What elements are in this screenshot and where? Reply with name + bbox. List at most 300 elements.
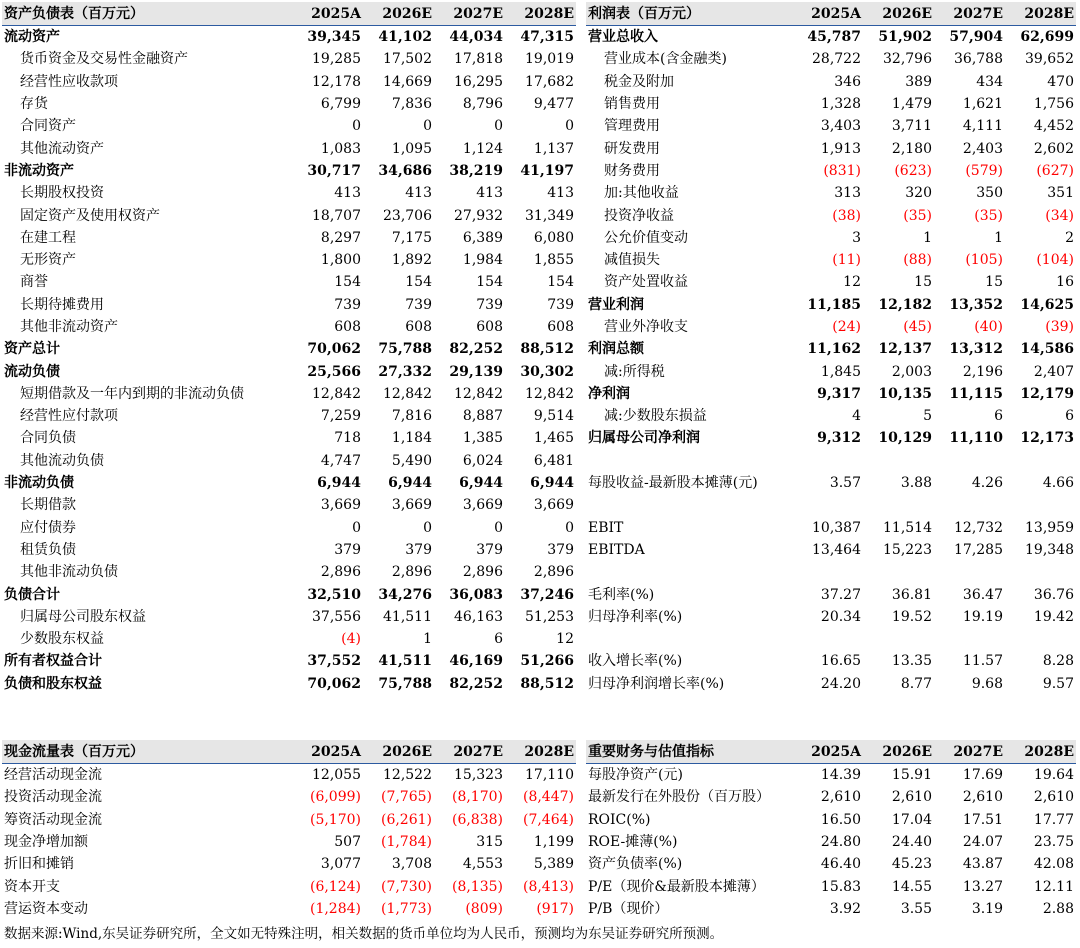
value-cell: 11,514 (883, 519, 932, 536)
value-cell: 17.69 (962, 767, 1003, 784)
table-row (2, 249, 576, 271)
value-cell (1005, 628, 1076, 650)
value-cell: 4 (852, 408, 861, 425)
table-row (586, 227, 1076, 249)
value-cell: 413 (476, 185, 503, 202)
value-cell: 4,747 (320, 452, 361, 469)
value-cell: (7,464) (522, 811, 574, 828)
value-cell: (8,170) (451, 789, 503, 806)
valuation-metrics-table (586, 740, 1076, 920)
value-cell: (105) (965, 252, 1003, 269)
value-cell: 7,175 (391, 229, 432, 246)
year-header: 2028E (1005, 740, 1076, 764)
value-cell: 718 (334, 430, 361, 447)
table-row (2, 539, 576, 561)
value-cell: 75,788 (378, 341, 432, 358)
value-cell (934, 628, 1005, 650)
value-cell: 3.57 (829, 475, 861, 492)
table-row (2, 360, 576, 382)
value-cell (863, 450, 934, 472)
value-cell: (8,413) (522, 878, 574, 895)
value-cell: 6,944 (530, 475, 574, 492)
row-label: 其他流动资产 (20, 140, 104, 157)
value-cell: 32,796 (883, 51, 932, 68)
value-cell: 608 (476, 319, 503, 335)
value-cell: 4.26 (971, 475, 1003, 492)
value-cell: 739 (476, 296, 503, 313)
table-row (2, 338, 576, 360)
table-row (586, 517, 1076, 539)
row-label: 营业利润 (588, 296, 644, 313)
cash-flow-header (2, 740, 576, 764)
value-cell: 5,389 (533, 856, 574, 873)
value-cell: 389 (905, 73, 932, 90)
value-cell: (35) (974, 207, 1003, 224)
value-cell: 0 (565, 519, 574, 536)
table-row (2, 316, 576, 338)
value-cell: 51,902 (878, 29, 932, 46)
value-cell: 2,896 (320, 564, 361, 581)
value-cell: 8,796 (462, 96, 503, 113)
value-cell: 19,285 (312, 51, 361, 68)
value-cell: 12,173 (1020, 430, 1074, 447)
value-cell: 3,403 (820, 118, 861, 135)
table-row (586, 271, 1076, 293)
value-cell: (88) (903, 252, 932, 269)
value-cell: 46,169 (449, 653, 503, 670)
value-cell: 82,252 (449, 341, 503, 358)
table-row (586, 360, 1076, 382)
table-row (586, 182, 1076, 204)
value-cell: 379 (476, 541, 503, 558)
row-label: 税金及附加 (604, 73, 674, 90)
table-row (2, 427, 576, 449)
row-label (586, 628, 792, 650)
row-label: 销售费用 (604, 96, 660, 113)
table-row (586, 898, 1076, 920)
table-row (2, 583, 576, 605)
row-label: 财务费用 (604, 162, 660, 179)
value-cell: 19.19 (962, 608, 1003, 625)
value-cell: (35) (903, 207, 932, 224)
value-cell: 12 (843, 274, 861, 291)
value-cell: 41,197 (520, 162, 574, 179)
value-cell: (809) (465, 900, 503, 917)
value-cell (934, 494, 1005, 516)
income-statement-header (586, 2, 1076, 26)
value-cell: 0 (494, 118, 503, 135)
value-cell: 19.42 (1033, 608, 1074, 625)
value-cell: (45) (903, 319, 932, 335)
row-label: 长期待摊费用 (20, 296, 104, 313)
row-label: 经营性应收款项 (20, 73, 118, 90)
row-label: 负债合计 (4, 586, 60, 603)
table-row (586, 606, 1076, 628)
row-label: 投资净收益 (604, 207, 674, 224)
row-label: EBITDA (588, 541, 645, 558)
value-cell: 2,003 (891, 363, 932, 380)
value-cell: 37.27 (820, 586, 861, 603)
value-cell: 17.77 (1033, 811, 1074, 828)
table-row (586, 160, 1076, 182)
value-cell: 608 (405, 319, 432, 335)
value-cell: 2,196 (962, 363, 1003, 380)
table-row (586, 673, 1076, 695)
table-row (2, 517, 576, 539)
table-row (586, 628, 1076, 650)
value-cell: 12,842 (454, 385, 503, 402)
value-cell: 6,024 (462, 452, 503, 469)
year-header: 2026E (363, 2, 434, 26)
value-cell: 413 (334, 185, 361, 202)
value-cell: 44,034 (449, 29, 503, 46)
value-cell: 46.40 (820, 856, 861, 873)
row-label: 收入增长率(%) (588, 653, 683, 670)
value-cell: (40) (974, 319, 1003, 335)
value-cell (1005, 450, 1076, 472)
value-cell: 6,799 (320, 96, 361, 113)
value-cell: (6,124) (309, 878, 361, 895)
row-label: 货币资金及交易性金融资产 (20, 51, 188, 68)
value-cell: 30,302 (520, 363, 574, 380)
value-cell: 15.83 (820, 878, 861, 895)
value-cell: (11) (832, 252, 861, 269)
table-row (586, 853, 1076, 875)
value-cell: (34) (1045, 207, 1074, 224)
value-cell: 608 (547, 319, 574, 335)
value-cell: 19.64 (1033, 767, 1074, 784)
value-cell: 4,452 (1033, 118, 1074, 135)
source-footnote: 数据来源:Wind,东吴证券研究所，全文如无特殊注明，相关数据的货币单位均为人民币，预测均为东吴证券研究所预测。 (4, 926, 724, 942)
value-cell: 350 (976, 185, 1003, 202)
value-cell: 2,896 (533, 564, 574, 581)
table-row (586, 71, 1076, 93)
value-cell: (1,773) (380, 900, 432, 917)
value-cell: 14,669 (383, 73, 432, 90)
value-cell: 30,717 (307, 162, 361, 179)
value-cell: 7,259 (320, 408, 361, 425)
table-row (586, 494, 1076, 516)
table-row (586, 472, 1076, 494)
value-cell: 413 (547, 185, 574, 202)
table-row (586, 539, 1076, 561)
value-cell: 11,162 (807, 341, 861, 358)
value-cell: 12,179 (1020, 385, 1074, 402)
value-cell: 6,080 (533, 229, 574, 246)
value-cell: 9.68 (971, 675, 1003, 692)
row-label: 固定资产及使用权资产 (20, 207, 160, 224)
row-label: 加:其他收益 (604, 185, 679, 202)
value-cell: 1,385 (462, 430, 503, 447)
value-cell: 12.11 (1033, 878, 1074, 895)
value-cell: 20.34 (820, 608, 861, 625)
value-cell: 6 (994, 408, 1003, 425)
value-cell: 6,944 (388, 475, 432, 492)
value-cell: 14,586 (1020, 341, 1074, 358)
table-row (2, 227, 576, 249)
row-label: 每股净资产(元) (588, 767, 683, 784)
row-label: 其他非流动负债 (20, 564, 118, 581)
value-cell: 37,246 (520, 586, 574, 603)
value-cell: 36,788 (954, 51, 1003, 68)
row-label (586, 561, 792, 583)
cash-flow-title: 现金流量表（百万元） (2, 740, 292, 764)
value-cell: 3,669 (391, 497, 432, 514)
value-cell: (6,261) (380, 811, 432, 828)
value-cell: 9.57 (1042, 675, 1074, 692)
value-cell: 1,328 (820, 96, 861, 113)
table-row (2, 853, 576, 875)
row-label: 利润总额 (588, 341, 644, 358)
table-row (2, 71, 576, 93)
row-label: 其他流动负债 (20, 452, 104, 469)
row-label: 研发费用 (604, 140, 660, 157)
row-label: 投资活动现金流 (4, 789, 102, 806)
value-cell (863, 628, 934, 650)
value-cell: 37,552 (307, 653, 361, 670)
value-cell: 17.04 (891, 811, 932, 828)
year-header: 2027E (434, 740, 505, 764)
value-cell: 154 (405, 274, 432, 291)
row-label: 营运资本变动 (4, 900, 88, 917)
value-cell: 1,479 (891, 96, 932, 113)
table-row (2, 561, 576, 583)
value-cell: 16.50 (820, 811, 861, 828)
value-cell: 1,465 (533, 430, 574, 447)
value-cell: 19,348 (1025, 541, 1074, 558)
row-label: 所有者权益合计 (4, 653, 102, 670)
table-row (2, 786, 576, 808)
year-header: 2026E (863, 740, 934, 764)
value-cell: 12,842 (525, 385, 574, 402)
value-cell: 10,387 (812, 519, 861, 536)
value-cell: 15 (985, 274, 1003, 291)
value-cell: 379 (547, 541, 574, 558)
value-cell: 6,944 (317, 475, 361, 492)
value-cell: 45,787 (807, 29, 861, 46)
table-row (586, 786, 1076, 808)
value-cell: (627) (1036, 162, 1074, 179)
table-row (586, 875, 1076, 897)
year-header: 2025A (292, 2, 363, 26)
table-row (586, 137, 1076, 159)
row-label: 应付债券 (20, 519, 76, 536)
table-row (586, 48, 1076, 70)
income-statement-title: 利润表（百万元） (586, 2, 792, 26)
value-cell: (579) (965, 162, 1003, 179)
value-cell: 41,102 (378, 29, 432, 46)
value-cell: 25,566 (307, 363, 361, 380)
value-cell: 1,892 (391, 252, 432, 269)
row-label: 资本开支 (4, 878, 60, 895)
value-cell: 320 (905, 185, 932, 202)
value-cell: 19,019 (525, 51, 574, 68)
value-cell: 31,349 (525, 207, 574, 224)
row-label: 流动负债 (4, 363, 60, 380)
table-row (586, 26, 1076, 49)
value-cell: 70,062 (307, 675, 361, 692)
value-cell: 7,836 (391, 96, 432, 113)
value-cell: 14.55 (891, 878, 932, 895)
value-cell: 2,403 (962, 140, 1003, 157)
row-label (586, 450, 792, 472)
value-cell (792, 494, 863, 516)
value-cell: 5 (923, 408, 932, 425)
row-label: 非流动资产 (4, 162, 74, 179)
value-cell: 24.80 (820, 834, 861, 851)
row-label: 资产总计 (4, 341, 60, 358)
value-cell: 1,855 (533, 252, 574, 269)
table-row (586, 561, 1076, 583)
value-cell: 43.87 (962, 856, 1003, 873)
value-cell: (5,170) (309, 811, 361, 828)
value-cell: 12,055 (312, 767, 361, 784)
value-cell: 46,163 (454, 608, 503, 625)
value-cell: 41,511 (383, 608, 432, 625)
row-label: 毛利率(%) (588, 586, 655, 603)
table-row (2, 764, 576, 787)
value-cell (792, 450, 863, 472)
value-cell: 11,110 (949, 430, 1003, 447)
value-cell: 154 (547, 274, 574, 291)
value-cell: 9,312 (817, 430, 861, 447)
value-cell: 14.39 (820, 767, 861, 784)
value-cell (934, 450, 1005, 472)
value-cell: (38) (832, 207, 861, 224)
value-cell: 19.52 (891, 608, 932, 625)
table-row (2, 271, 576, 293)
year-header: 2025A (792, 740, 863, 764)
value-cell: 7,816 (391, 408, 432, 425)
value-cell (863, 494, 934, 516)
value-cell: 739 (334, 296, 361, 313)
table-row (2, 494, 576, 516)
value-cell: 57,904 (949, 29, 1003, 46)
balance-sheet-header (2, 2, 576, 26)
value-cell: 2,602 (1033, 140, 1074, 157)
table-row (2, 26, 576, 49)
value-cell: 1,083 (320, 140, 361, 157)
table-row (586, 583, 1076, 605)
value-cell: 10,135 (878, 385, 932, 402)
row-label: 筹资活动现金流 (4, 811, 102, 828)
value-cell: 739 (405, 296, 432, 313)
value-cell: 42.08 (1033, 856, 1074, 873)
value-cell: 2,407 (1033, 363, 1074, 380)
value-cell: 2.88 (1042, 900, 1074, 917)
table-row (586, 450, 1076, 472)
value-cell: 51,266 (520, 653, 574, 670)
value-cell: 12,182 (878, 296, 932, 313)
value-cell: 2,610 (962, 789, 1003, 806)
value-cell: 15.91 (891, 767, 932, 784)
value-cell: (7,765) (380, 789, 432, 806)
table-row (586, 809, 1076, 831)
income-statement-table (586, 2, 1076, 695)
value-cell: 1,137 (533, 140, 574, 157)
value-cell: 16.65 (820, 653, 861, 670)
value-cell: 9,477 (533, 96, 574, 113)
year-header: 2025A (292, 740, 363, 764)
value-cell: 16 (1056, 274, 1074, 291)
row-label: EBIT (588, 519, 624, 536)
value-cell: 6 (1065, 408, 1074, 425)
row-label: 存货 (20, 96, 48, 113)
value-cell: 39,652 (1025, 51, 1074, 68)
cash-flow-table (2, 740, 576, 920)
value-cell: 28,722 (812, 51, 861, 68)
row-label: 无形资产 (20, 252, 76, 269)
table-row (586, 93, 1076, 115)
value-cell: 2 (1065, 229, 1074, 246)
table-row (2, 875, 576, 897)
value-cell: 2,896 (391, 564, 432, 581)
value-cell: 27,332 (378, 363, 432, 380)
value-cell: 12,178 (312, 73, 361, 90)
value-cell: 1,184 (391, 430, 432, 447)
row-label: ROE-摊薄(%) (588, 834, 678, 851)
value-cell: 15,223 (883, 541, 932, 558)
value-cell: 88,512 (520, 341, 574, 358)
table-row (2, 673, 576, 695)
value-cell: 313 (834, 185, 861, 202)
table-row (2, 405, 576, 427)
value-cell: 15,323 (454, 767, 503, 784)
table-row (2, 182, 576, 204)
value-cell: 10,129 (878, 430, 932, 447)
table-row (2, 160, 576, 182)
table-row (586, 383, 1076, 405)
value-cell: 3,711 (891, 118, 932, 135)
valuation-metrics-title: 重要财务与估值指标 (586, 740, 792, 764)
value-cell: 3,669 (462, 497, 503, 514)
value-cell: 17,502 (383, 51, 432, 68)
value-cell: 34,686 (378, 162, 432, 179)
table-row (2, 450, 576, 472)
value-cell: 6,944 (459, 475, 503, 492)
balance-sheet-table (2, 2, 576, 695)
table-row (586, 204, 1076, 226)
balance-sheet-title: 资产负债表（百万元） (2, 2, 292, 26)
value-cell: 23.75 (1033, 834, 1074, 851)
table-row (586, 115, 1076, 137)
value-cell: 1,095 (391, 140, 432, 157)
value-cell: 4.66 (1042, 475, 1074, 492)
value-cell: 1,756 (1033, 96, 1074, 113)
value-cell: 0 (352, 519, 361, 536)
value-cell: (8,135) (451, 878, 503, 895)
row-label: 公允价值变动 (604, 229, 688, 246)
value-cell: 13.35 (891, 653, 932, 670)
row-label: 减:所得税 (604, 363, 665, 380)
value-cell: 24.07 (962, 834, 1003, 851)
value-cell: 75,788 (378, 675, 432, 692)
table-row (586, 764, 1076, 787)
row-label: 流动资产 (4, 29, 60, 46)
value-cell: 315 (476, 834, 503, 851)
row-label: 资产处置收益 (604, 274, 688, 291)
row-label: 负债和股东权益 (4, 675, 102, 692)
row-label: 营业成本(含金融类) (604, 51, 727, 68)
value-cell: (917) (536, 900, 574, 917)
table-row (586, 405, 1076, 427)
row-label: 最新发行在外股份（百万股） (588, 789, 770, 806)
value-cell: (1,284) (309, 900, 361, 917)
value-cell: 18,707 (312, 207, 361, 224)
value-cell: 1,845 (820, 363, 861, 380)
value-cell: 6,389 (462, 229, 503, 246)
value-cell: 2,896 (462, 564, 503, 581)
